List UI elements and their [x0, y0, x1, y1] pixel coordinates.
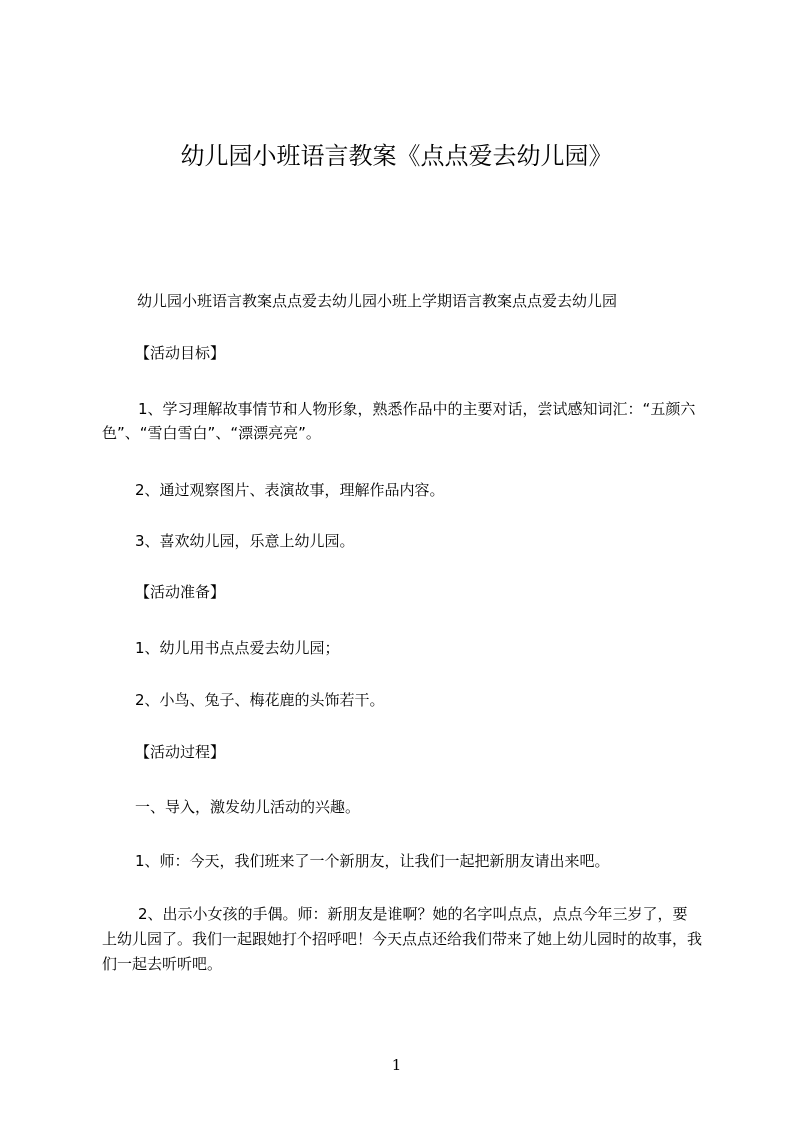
section-heading-process: 【活动过程】: [135, 743, 226, 761]
paragraph-objective-1: 1、学习理解故事情节和人物形象，熟悉作品中的主要对话，尝试感知词汇：“五颜六色”、“雪白雪白”、“漂漂亮亮”。: [102, 400, 696, 442]
paragraph-process-1-2: 2、出示小女孩的手偶。师：新朋友是谁啊？她的名字叫点点，点点今年三岁了，要上幼儿园了。我们一起跟她打个招呼吧！今天点点还给我们带来了她上幼儿园时的故事，我们一起去听听吧。: [102, 905, 703, 973]
paragraph-preparation-1: 1、幼儿用书点点爱去幼儿园；: [135, 639, 340, 657]
paragraph-preparation-2: 2、小鸟、兔子、梅花鹿的头饰若干。: [135, 691, 385, 709]
section-heading-objectives: 【活动目标】: [135, 344, 226, 362]
section-heading-preparation: 【活动准备】: [135, 583, 226, 601]
paragraph-process-step-1: 一、导入，激发幼儿活动的兴趣。: [135, 798, 361, 816]
paragraph-process-1-1: 1、师：今天，我们班来了一个新朋友，让我们一起把新朋友请出来吧。: [135, 852, 610, 870]
paragraph-objective-2: 2、通过观察图片、表演故事，理解作品内容。: [135, 481, 445, 499]
document-title: 幼儿园小班语言教案《点点爱去幼儿园》: [180, 142, 613, 170]
paragraph-intro: 幼儿园小班语言教案点点爱去幼儿园小班上学期语言教案点点爱去幼儿园: [137, 292, 618, 310]
paragraph-objective-3: 3、喜欢幼儿园，乐意上幼儿园。: [135, 532, 355, 550]
page-number: 1: [391, 1056, 402, 1074]
